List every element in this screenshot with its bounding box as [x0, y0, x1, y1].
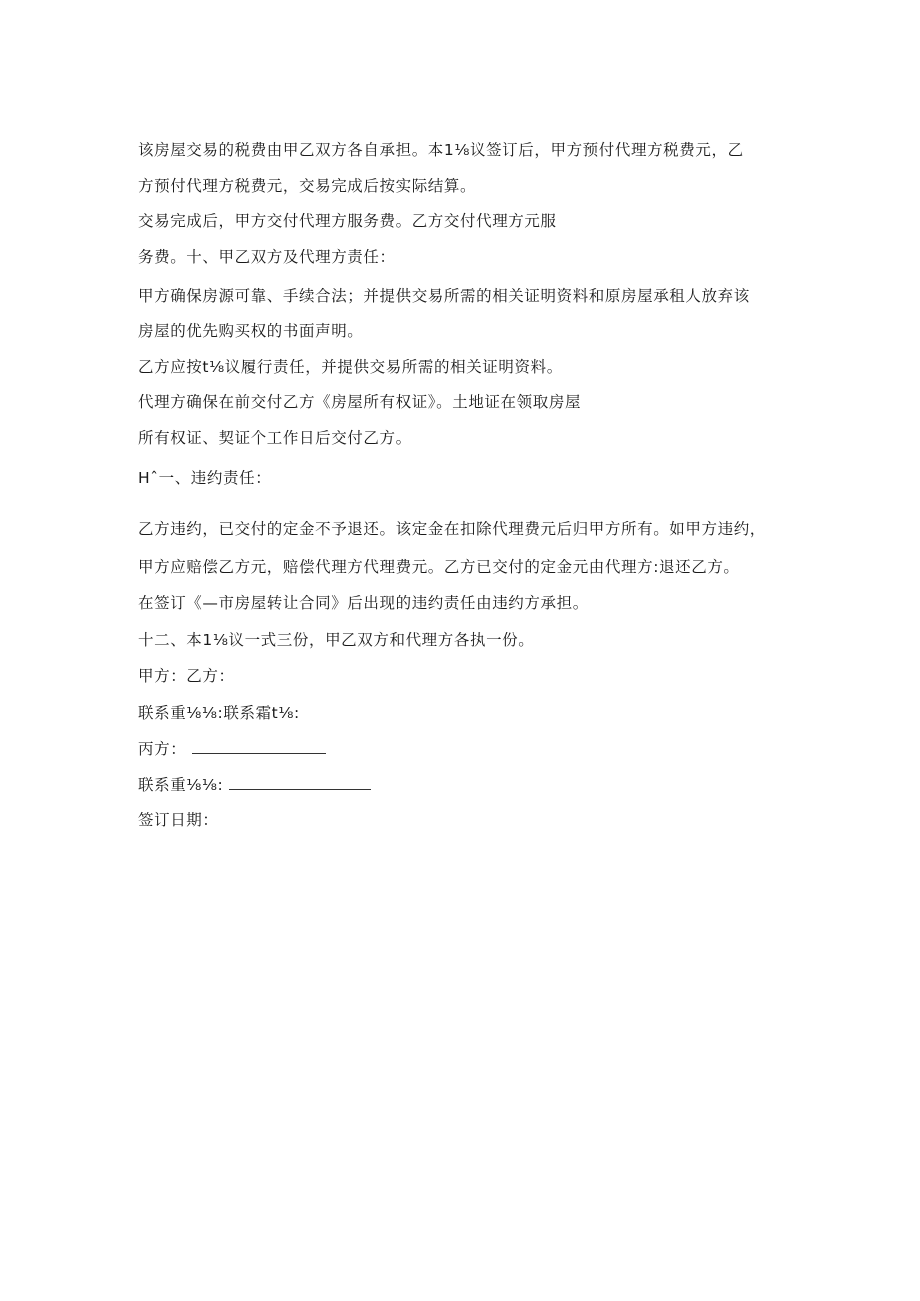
party-c-blank: [192, 739, 326, 754]
text-line: 甲方确保房源可靠、手续合法；并提供交易所需的相关证明资料和原房屋承租人放弃该: [138, 287, 750, 305]
party-c-line: [138, 739, 326, 759]
contact-phones: 联系重⅛⅛:联系霜t⅛:: [138, 704, 300, 722]
text-line: 十二、本1⅛议一式三份，甲乙双方和代理方各执一份。: [138, 631, 535, 649]
text-line: 方预付代理方税费元，交易完成后按实际结算。: [138, 177, 477, 195]
text-line: 所有权证、契证个工作日后交付乙方。: [138, 429, 412, 447]
party-c-phone-label: 联系重⅛⅛:: [138, 776, 224, 794]
party-c-label: 丙方：: [138, 740, 187, 758]
party-c-phone-line: [138, 775, 371, 795]
signing-date: 签订日期：: [138, 811, 219, 829]
text-line: 乙方应按t⅛议履行责任，并提供交易所需的相关证明资料。: [138, 358, 563, 376]
text-line: 乙方违约，已交付的定金不予退还。该定金在扣除代理费元后归甲方所有。如甲方违约，: [138, 520, 766, 538]
text-line: 该房屋交易的税费由甲乙双方各自承担。本1⅛议签订后，甲方预付代理方税费元，乙: [138, 141, 744, 159]
signature-parties: 甲方：乙方：: [138, 667, 235, 685]
text-line: 在签订《—市房屋转让合同》后出现的违约责任由违约方承担。: [138, 594, 589, 612]
text-line: 房屋的优先购买权的书面声明。: [138, 322, 364, 340]
text-line: 代理方确保在前交付乙方《房屋所有权证》。土地证在领取房屋: [138, 393, 582, 411]
text-line: 交易完成后，甲方交付代理方服务费。乙方交付代理方元服: [138, 212, 557, 230]
text-line: 务费。十、甲乙双方及代理方责任：: [138, 248, 396, 266]
text-line: 甲方应赔偿乙方元，赔偿代理方代理费元。乙方已交付的定金元由代理方:退还乙方。: [138, 558, 740, 576]
party-c-phone-blank: [229, 775, 371, 790]
section-heading: Hˆ一、违约责任：: [138, 469, 272, 487]
